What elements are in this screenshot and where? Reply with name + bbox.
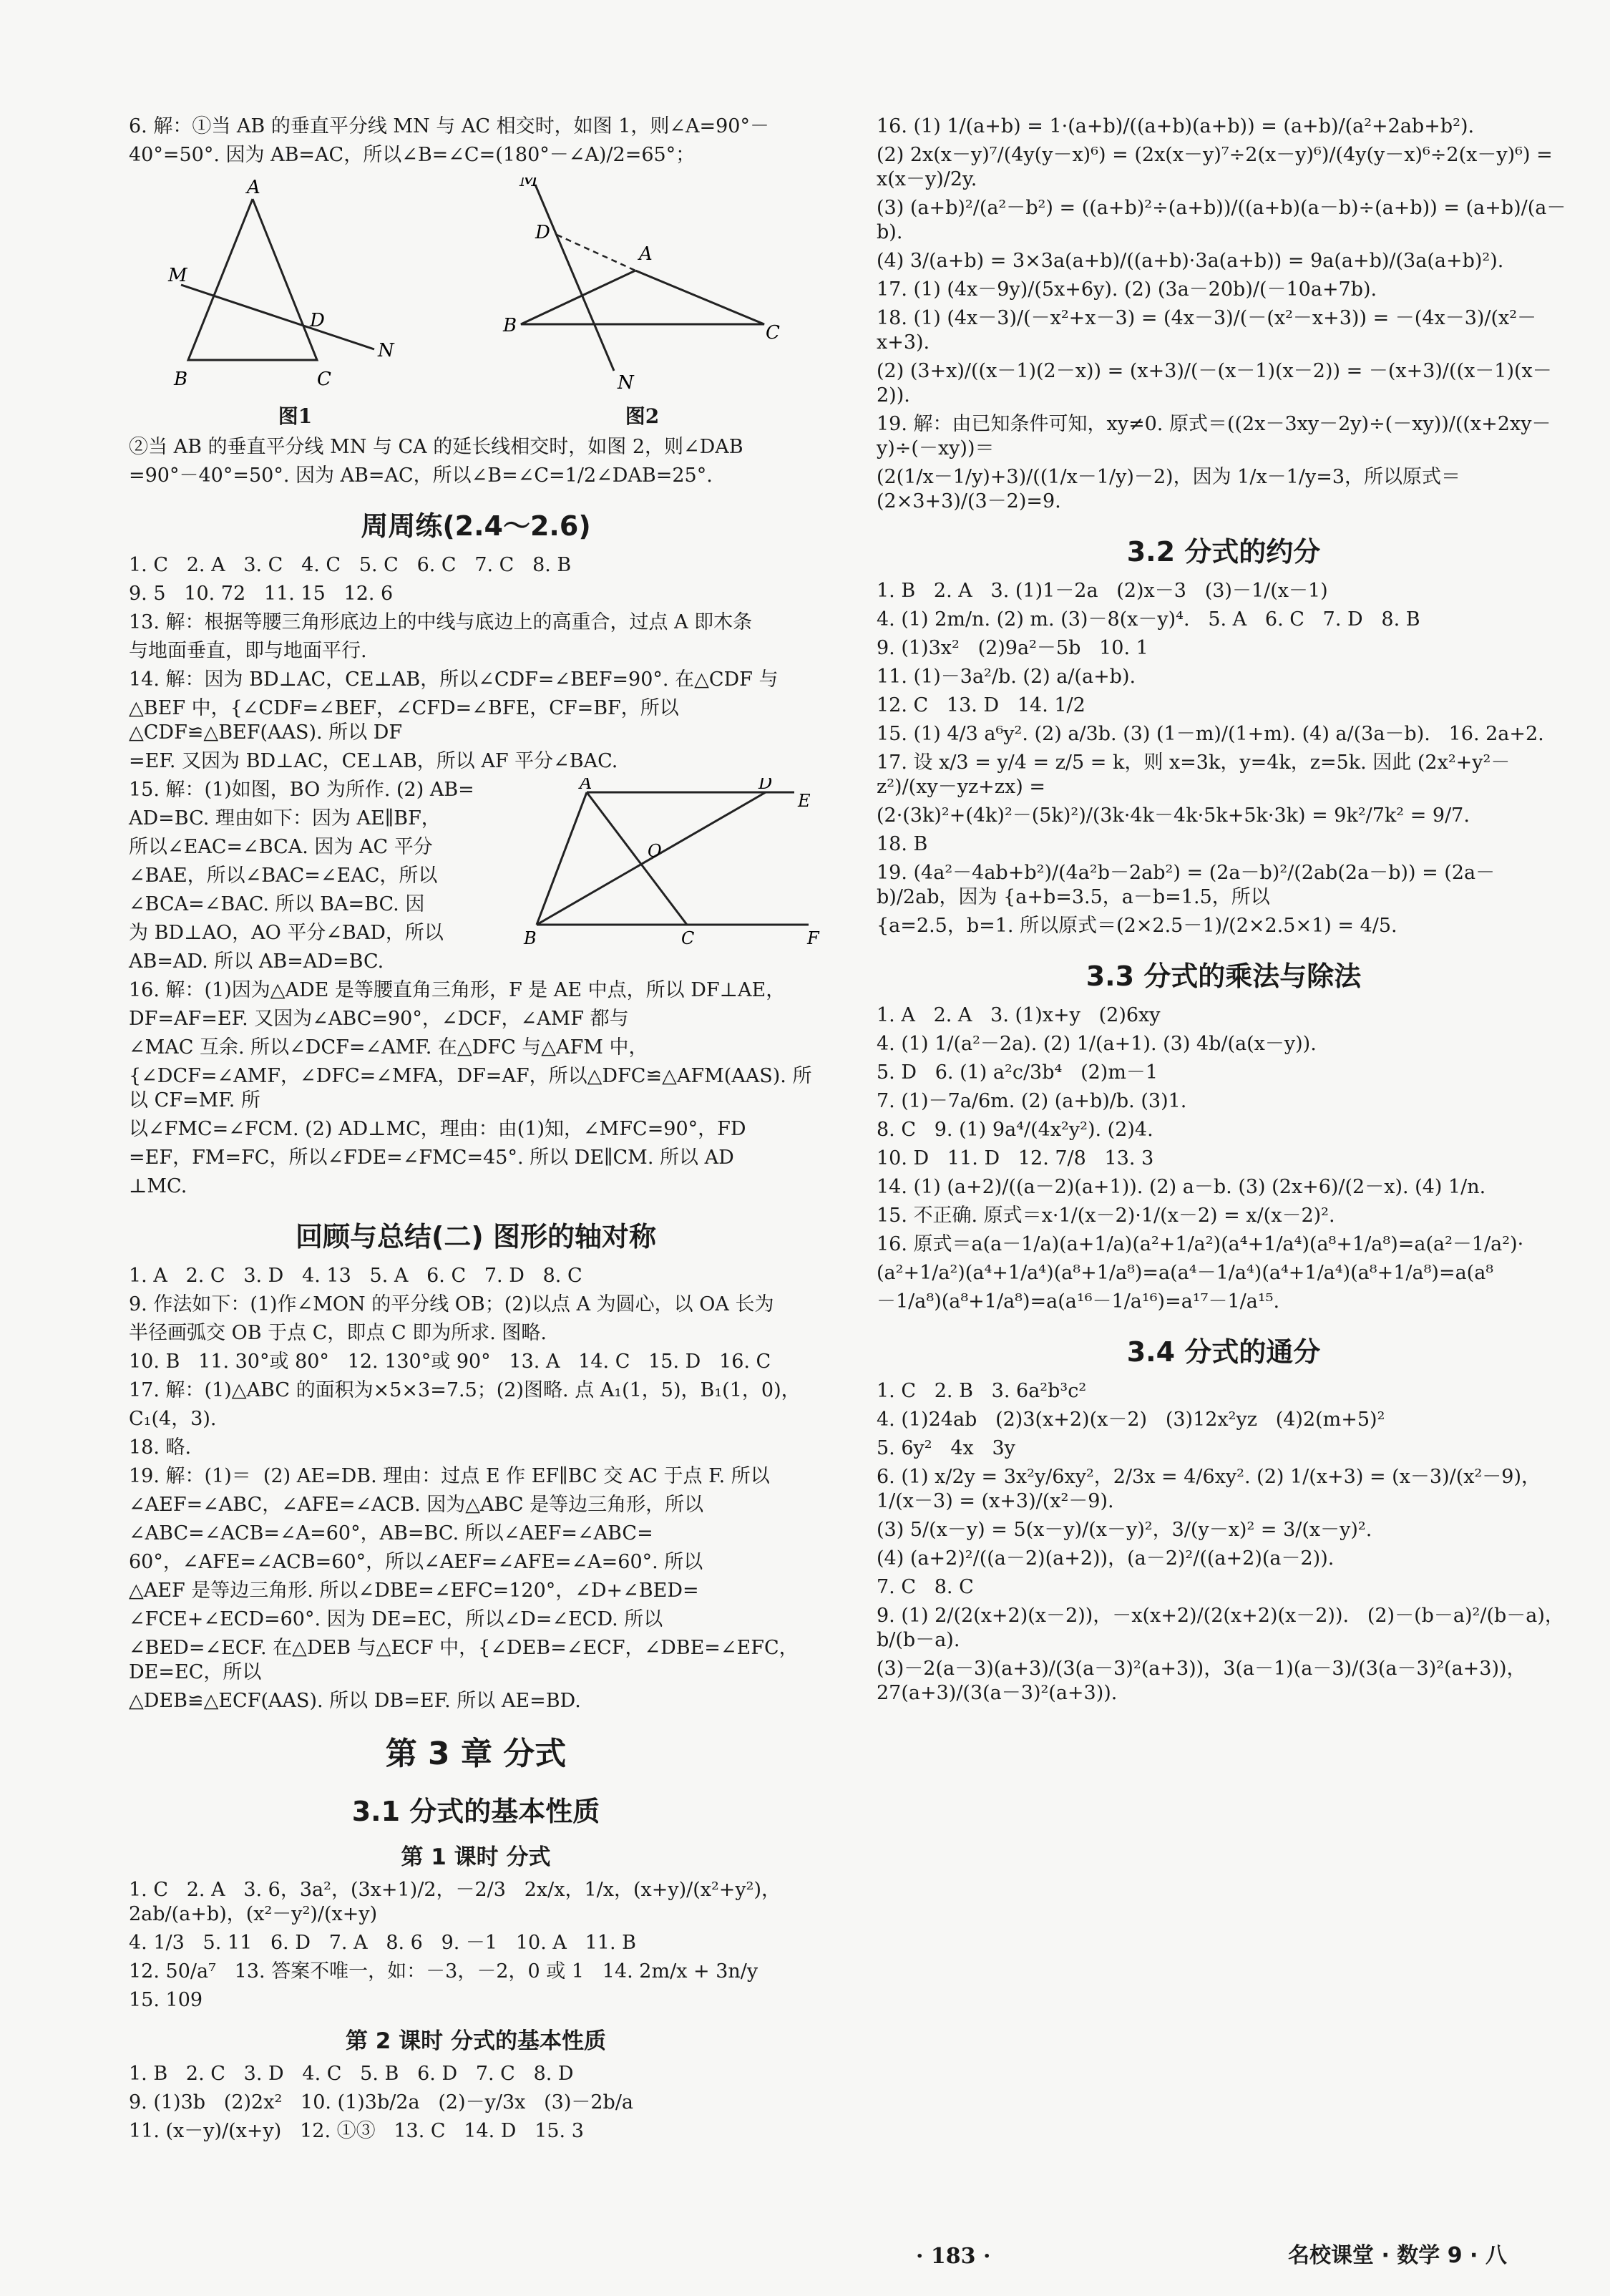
answer-line: 6. (1) x/2y = 3x²y/6xy²，2/3x = 4/6xy². (2) 1/(x+3) = (x－3)/(x²－9)，1/(x－3) = (x+3)/(x²－9). (877, 1466, 1541, 1512)
answer-line: (4) (a+2)²/((a－2)(a+2))，(a－2)²/((a+2)(a－2)). (877, 1547, 1335, 1570)
answer-line: 7. (1)－7a/6m. (2) (a+b)/b. (3)1. (877, 1090, 1187, 1112)
answer-line: 60°，∠AFE=∠ACB=60°，所以∠AEF=∠AFE=∠A=60°. 所以 (129, 1551, 703, 1573)
answer-line: 10. D 11. D 12. 7/8 13. 3 (877, 1147, 1154, 1169)
answer-line: DF=AF=EF. 又因为∠ABC=90°，∠DCF，∠AMF 都与 (129, 1008, 629, 1030)
answer-line: AB=AD. 所以 AB=AD=BC. (129, 950, 384, 973)
figure-2-caption: 图2 (625, 404, 660, 428)
section-answers (877, 1379, 1571, 1706)
figure-3 (522, 778, 823, 953)
answer-line: =EF. 又因为 BD⊥AC，CE⊥AB，所以 AF 平分∠BAC. (129, 750, 618, 772)
answers-16-19 (877, 115, 1571, 514)
answer-line: 13. 解：根据等腰三角形底边上的中线与底边上的高重合，过点 A 即木条 (129, 611, 753, 633)
fig3-label: D (758, 778, 773, 793)
answer-line: 16. (1) 1/(a+b) = 1·(a+b)/((a+b)(a+b)) = (a+b)/(a²+2ab+b²). (877, 115, 1475, 137)
answer-line: 15. 解：(1)如图，BO 为所作. (2) AB= (129, 779, 474, 801)
answer-line: 9. (1)3b (2)2x² 10. (1)3b/2a (2)－y/3x (3)－2b/a (129, 2091, 634, 2113)
answer-line: 1. B 2. A 3. (1)1－2a (2)x－3 (3)－1/(x－1) (877, 580, 1328, 602)
answer-line: 半径画弧交 OB 于点 C，即点 C 即为所求. 图略. (129, 1322, 547, 1344)
fig1-label: N (377, 340, 394, 361)
fig3-label: F (807, 928, 819, 948)
answer-line: 1. C 2. B 3. 6a²b³c² (877, 1380, 1087, 1402)
answer-line: 9. 5 10. 72 11. 15 12. 6 (129, 583, 394, 605)
answer-line: 17. 设 x/3 = y/4 = z/5 = k，则 x=3k，y=4k，z=5k. 因此 (2x²+y²－z²)/(xy－yz+zx) = (877, 751, 1511, 798)
answer-line: (3)－2(a－3)(a+3)/(3(a－3)²(a+3))，3(a－1)(a－3)/(3(a－3)²(a+3))，27(a+3)/(3(a－3)²(a+3)). (877, 1658, 1526, 1704)
answer-line: ∠AEF=∠ABC，∠AFE=∠ACB. 因为△ABC 是等边三角形，所以 (129, 1494, 704, 1516)
answer-line: 16. 原式＝a(a－1/a)(a+1/a)(a²+1/a²)(a⁴+1/a⁴)(a⁸+1/a⁸)=a(a²－1/a²)· (877, 1233, 1524, 1255)
book-brand: 名校课堂 · 数学 9 · 八 (1288, 2243, 1507, 2268)
answer-line: 1. A 2. A 3. (1)x+y (2)6xy (877, 1004, 1161, 1026)
answer-16 (129, 978, 823, 1199)
fig2-label: D (535, 222, 550, 243)
section-heading: 3.2 分式的约分 (1126, 536, 1321, 568)
answer-line: 4. 1/3 5. 11 6. D 7. A 8. 6 9. －1 10. A 11. B (129, 1932, 636, 1954)
lesson-answers (129, 1878, 823, 2013)
answer-line: (a²+1/a²)(a⁴+1/a⁴)(a⁸+1/a⁸)=a(a⁴－1/a⁴)(a⁴+1/a⁴)(a⁸+1/a⁸)=a(a⁸ (877, 1262, 1494, 1284)
answer-line: 5. D 6. (1) a²c/3b⁴ (2)m－1 (877, 1061, 1158, 1084)
answer-line: △DEB≌△ECF(AAS). 所以 DB=EF. 所以 AE=BD. (129, 1690, 581, 1712)
answer-line: 1. B 2. C 3. D 4. C 5. B 6. D 7. C 8. D (129, 2063, 574, 2085)
answer-line: 19. (4a²－4ab+b²)/(4a²b－2ab²) = (2a－b)²/(2ab(2a－b)) = (2a－b)/2ab，因为 {a+b=3.5，a－b=1.5，所以 (877, 862, 1496, 908)
fig2-label: A (638, 243, 653, 265)
section-heading: 回顾与总结(二) 图形的轴对称 (296, 1221, 656, 1252)
answer-line: 11. (1)－3a²/b. (2) a/(a+b). (877, 666, 1136, 688)
fig1-label: B (173, 369, 187, 390)
answer-line: 16. 解：(1)因为△ADE 是等腰直角三角形，F 是 AE 中点，所以 DF⊥AE， (129, 979, 786, 1001)
section-answers (129, 1264, 823, 1713)
section-answers (129, 553, 823, 774)
answer-line: 18. B (877, 833, 928, 855)
answer-line: 17. 解：(1)△ABC 的面积为×5×3=7.5；(2)图略. 点 A₁(1，5)，B₁(1，0)， (129, 1379, 801, 1401)
answer-line: (2(1/x－1/y)+3)/((1/x－1/y)－2)，因为 1/x－1/y=3，所以原式＝(2×3+3)/(3－2)=9. (877, 466, 1460, 512)
page-number: · 183 · (916, 2244, 991, 2269)
fig1-label: A (246, 177, 260, 198)
answer-line: 1. C 2. A 3. 6，3a²，(3x+1)/2，－2/3 2x/x，1/x，(x+y)/(x²+y²)，2ab/(a+b)，(x²－y²)/(x+y) (129, 1879, 781, 1925)
answer-line: (2) (3+x)/((x－1)(2－x)) = (x+3)/(－(x－1)(x－2)) = －(x+3)/((x－1)(x－2)). (877, 360, 1552, 407)
answer-line: ∠BED=∠ECF. 在△DEB 与△ECF 中，{∠DEB=∠ECF，∠DBE=∠EFC，DE=EC，所以 (129, 1637, 799, 1683)
lesson-heading: 第 2 课时 分式的基本性质 (346, 2028, 606, 2054)
answer-line: 9. 作法如下：(1)作∠MON 的平分线 OB；(2)以点 A 为圆心，以 OA 长为 (129, 1293, 774, 1315)
answer-line: =90°－40°=50°. 因为 AB=AC，所以∠B=∠C=1/2∠DAB=25°. (129, 464, 713, 487)
figure-2 (499, 177, 786, 429)
answer-line: 18. (1) (4x－3)/(－x²+x－3) = (4x－3)/(－(x²－x+3)) = －(4x－3)/(x²－x+3). (877, 307, 1537, 354)
answer-line: 所以∠EAC=∠BCA. 因为 AC 平分 (129, 836, 433, 858)
answer-line: 4. (1)24ab (2)3(x+2)(x－2) (3)12x²yz (4)2(m+5)² (877, 1409, 1385, 1431)
answer-line: 18. 略. (129, 1436, 192, 1459)
answer-line: ∠ABC=∠ACB=∠A=60°，AB=BC. 所以∠AEF=∠ABC= (129, 1522, 653, 1545)
answer-line: 7. C 8. C (877, 1576, 974, 1598)
fig3-label: E (798, 791, 811, 811)
figure-1 (167, 177, 424, 429)
fig2-label: M (519, 177, 539, 191)
fig1-label: M (167, 265, 187, 286)
answer-line: =EF，FM=FC，所以∠FDE=∠FMC=45°. 所以 DE∥CM. 所以 AD (129, 1147, 734, 1169)
answer-line: －1/a⁸)(a⁸+1/a⁸)=a(a¹⁶－1/a¹⁶)=a¹⁷－1/a¹⁵. (877, 1290, 1280, 1313)
answer-line: 6. 解：①当 AB 的垂直平分线 MN 与 AC 相交时，如图 1，则∠A=90°－ (129, 115, 769, 137)
answer-line: 12. C 13. D 14. 1/2 (877, 694, 1085, 716)
fig2-label: N (617, 372, 634, 392)
answer-line: 15. (1) 4/3 a⁶y². (2) a/3b. (3) (1－m)/(1+m). (4) a/(3a－b). 16. 2a+2. (877, 723, 1544, 745)
chapter-title: 第 3 章 分式 (385, 1736, 567, 1772)
fig3-label: A (580, 778, 592, 793)
fig1-label: D (309, 310, 325, 331)
answer-line: 4. (1) 1/(a²－2a). (2) 1/(a+1). (3) 4b/(a(x－y)). (877, 1033, 1317, 1055)
answer-line: △BEF 中，{∠CDF=∠BEF，∠CFD=∠BFE，CF=BF，所以△CDF≌△BEF(AAS). 所以 DF (129, 697, 679, 744)
answer-line: (4) 3/(a+b) = 3×3a(a+b)/((a+b)·3a(a+b)) = 9a(a+b)/(3a(a+b)²). (877, 250, 1504, 272)
answer-line: 9. (1)3x² (2)9a²－5b 10. 1 (877, 637, 1148, 659)
answer-line: 11. (x－y)/(x+y) 12. ①③ 13. C 14. D 15. 3 (129, 2120, 584, 2142)
answer-line: △AEF 是等边三角形. 所以∠DBE=∠EFC=120°，∠D+∠BED= (129, 1580, 699, 1602)
answer-line: ∠BCA=∠BAC. 所以 BA=BC. 因 (129, 893, 425, 915)
answer-line: (2·(3k)²+(4k)²－(5k)²)/(3k·4k－4k·5k+5k·3k) = 9k²/7k² = 9/7. (877, 804, 1470, 827)
answer-line: (3) 5/(x－y) = 5(x－y)/(x－y)²，3/(y－x)² = 3/(x－y)². (877, 1519, 1372, 1541)
answer-line: ∠MAC 互余. 所以∠DCF=∠AMF. 在△DFC 与△AFM 中， (129, 1036, 648, 1059)
fig2-label: B (502, 315, 517, 336)
answer-line: 14. 解：因为 BD⊥AC，CE⊥AB，所以∠CDF=∠BEF=90°. 在△CDF 与 (129, 668, 779, 691)
answer-line: 10. B 11. 30°或 80° 12. 130°或 90° 13. A 14. C 15. D 16. C (129, 1351, 771, 1373)
section-heading: 周周练(2.4～2.6) (361, 510, 591, 542)
answer-line: ②当 AB 的垂直平分线 MN 与 CA 的延长线相交时，如图 2，则∠DAB (129, 436, 743, 458)
answer-line: 1. A 2. C 3. D 4. 13 5. A 6. C 7. D 8. C (129, 1265, 582, 1287)
answer-line: 12. 50/a⁷ 13. 答案不唯一，如：－3，－2，0 或 1 14. 2m/x + 3n/y (129, 1960, 758, 1983)
answer-line: (2) 2x(x－y)⁷/(4y(y－x)⁶) = (2x(x－y)⁷÷2(x－y)⁶)/(4y(y－x)⁶÷2(x－y)⁶) = x(x－y)/2y. (877, 144, 1559, 190)
lesson-heading: 第 1 课时 分式 (401, 1844, 551, 1870)
right-column (877, 115, 1571, 1710)
answer-15-block (129, 778, 823, 978)
answer-line: {∠DCF=∠AMF，∠DFC=∠MFA，DF=AF，所以△DFC≌△AFM(AAS). 所以 CF=MF. 所 (129, 1065, 812, 1111)
section-answers (877, 579, 1571, 938)
answer-line: ⊥MC. (129, 1175, 187, 1197)
answer-line: 8. C 9. (1) 9a⁴/(4x²y²). (2)4. (877, 1119, 1153, 1141)
answer-line: 15. 109 (129, 1989, 203, 2011)
answer-line: 9. (1) 2/(2(x+2)(x－2))，－x(x+2)/(2(x+2)(x－2)). (2)－(b－a)²/(b－a)，b/(b－a). (877, 1605, 1564, 1651)
fig3-label: O (648, 841, 662, 861)
answer-line: 19. 解：由已知条件可知，xy≠0. 原式＝((2x－3xy－2y)÷(－xy))/((x+2xy－y)÷(－xy))＝ (877, 413, 1551, 459)
answer-line: (3) (a+b)²/(a²－b²) = ((a+b)²÷(a+b))/((a+b)(a－b)÷(a+b)) = (a+b)/(a－b). (877, 197, 1566, 243)
answer-line: 14. (1) (a+2)/((a－2)(a+1)). (2) a－b. (3) (2x+6)/(2－x). (4) 1/n. (877, 1176, 1486, 1198)
figures-1-2 (129, 177, 823, 429)
left-column (129, 115, 823, 2148)
answer-line: ∠BAE，所以∠BAC=∠EAC，所以 (129, 865, 438, 887)
answer-line: 与地面垂直，即与地面平行. (129, 640, 367, 662)
fig2-label: C (765, 322, 780, 344)
section-heading: 3.1 分式的基本性质 (351, 1796, 600, 1827)
section-answers (877, 1003, 1571, 1314)
answer-line: 15. 不正确. 原式＝x·1/(x－2)·1/(x－2) = x/(x－2)². (877, 1205, 1335, 1227)
answer-line: AD=BC. 理由如下：因为 AE∥BF， (129, 807, 441, 830)
answer-line: 5. 6y² 4x 3y (877, 1437, 1015, 1459)
answer-6 (129, 115, 823, 167)
fig1-label: C (316, 369, 331, 390)
answer-line: {a=2.5，b=1. 所以原式＝(2×2.5－1)/(2×2.5×1) = 4/5. (877, 915, 1397, 937)
answer-line: 19. 解：(1)＝ (2) AE=DB. 理由：过点 E 作 EF∥BC 交 AC 于点 F. 所以 (129, 1465, 770, 1487)
answer-line: 1. C 2. A 3. C 4. C 5. C 6. C 7. C 8. B (129, 554, 572, 576)
figure-1-caption: 图1 (278, 404, 313, 428)
answer-line: C₁(4，3). (129, 1408, 217, 1430)
answer-line: 以∠FMC=∠FCM. (2) AD⊥MC，理由：由(1)知，∠MFC=90°，FD (129, 1118, 746, 1140)
section-heading: 3.4 分式的通分 (1126, 1336, 1321, 1368)
lesson-answers (129, 2062, 823, 2144)
fig3-label: C (681, 928, 695, 948)
answer-line: 17. (1) (4x－9y)/(5x+6y). (2) (3a－20b)/(－10a+7b). (877, 278, 1377, 301)
answer-6-part2 (129, 435, 823, 488)
answer-line: ∠FCE+∠ECD=60°. 因为 DE=EC，所以∠D=∠ECD. 所以 (129, 1608, 663, 1630)
section-heading: 3.3 分式的乘法与除法 (1085, 960, 1362, 992)
answer-line: 40°=50°. 因为 AB=AC，所以∠B=∠C=(180°－∠A)/2=65°； (129, 144, 696, 166)
answer-line: 为 BD⊥AO，AO 平分∠BAD，所以 (129, 922, 444, 944)
fig3-label: B (524, 928, 537, 948)
answer-line: 4. (1) 2m/n. (2) m. (3)－8(x－y)⁴. 5. A 6. C 7. D 8. B (877, 608, 1420, 631)
